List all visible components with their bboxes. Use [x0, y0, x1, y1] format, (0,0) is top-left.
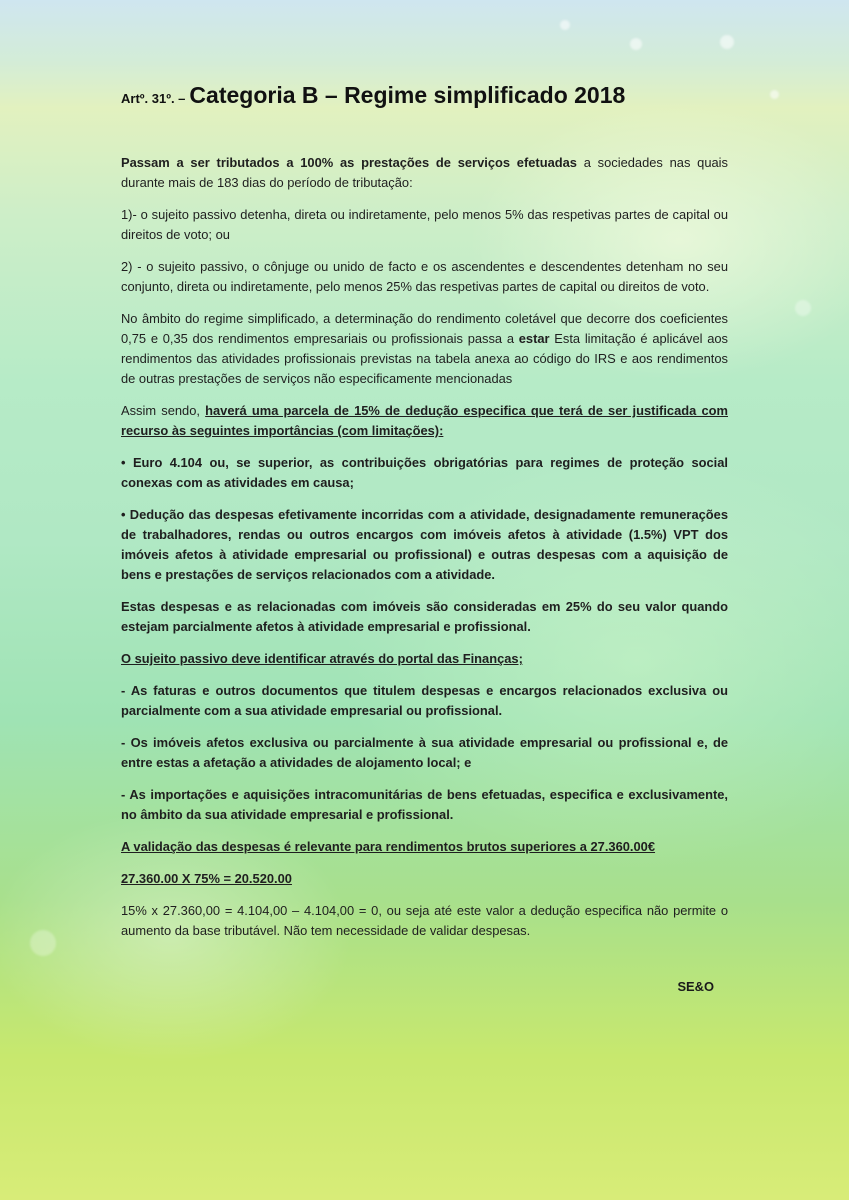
paragraph-8: Estas despesas e as relacionadas com imóveis são consideradas em 25% do seu valor quando estejam parcialmente afetos à atividade empresarial e profissional. — [121, 599, 728, 634]
article-label: Artº. 31º. – — [121, 91, 186, 106]
page-title: Categoria B – Regime simplificado 2018 — [189, 82, 626, 108]
paragraph-4 — [121, 309, 728, 389]
paragraph-6: • Euro 4.104 ou, se superior, as contribuições obrigatórias para regimes de proteção social conexas com as atividades em causa; — [121, 455, 728, 490]
paragraph-1 — [121, 153, 728, 193]
paragraph-3: 2) - o sujeito passivo, o cônjuge ou unido de facto e os ascendentes e descendentes detenham no seu conjunto, direta ou indiretamente, pelo menos 25% das respetivas partes de capital ou direitos de voto. — [121, 259, 728, 294]
paragraph-13: A validação das despesas é relevante para rendimentos brutos superiores a 27.360.00€ — [121, 839, 656, 854]
paragraph-7: • Dedução das despesas efetivamente incorridas com a atividade, designadamente remunerações de trabalhadores, rendas ou outros encargos com imóveis afetos à atividade (1.5%) VPT dos imóveis afetos à atividade empresarial ou profissional) e outras despesas com a aquisição de bens e prestações de serviços relacionados com a atividade. — [121, 507, 728, 582]
paragraph-10: - As faturas e outros documentos que titulem despesas e encargos relacionados exclusiva ou parcialmente com a sua atividade empresarial ou profissional. — [121, 683, 728, 718]
p1-bold: Passam a ser tributados a 100% as prestações de serviços efetuadas — [121, 155, 577, 170]
signature: SE&O — [677, 979, 714, 994]
p4-a: No âmbito do regime simplificado, a determinação do rendimento coletável que decorre dos coeficientes 0,75 e 0,35 dos rendimentos empresariais ou profissionais passa a — [121, 311, 728, 346]
p5-bold-underline: haverá uma parcela de 15% de dedução especifica que terá de ser justificada com recurso às seguintes importâncias (com limitações): — [121, 403, 728, 438]
bokeh-light — [720, 35, 734, 49]
p1-rest: a sociedades nas quais durante mais de 183 dias do período de tributação: — [121, 155, 728, 190]
p4-b: Esta limitação é aplicável aos rendimentos das atividades profissionais previstas na tabela anexa ao código do IRS e aos rendimentos de outras prestações de serviços não especificamente mencionadas — [121, 331, 728, 386]
bokeh-light — [30, 930, 56, 956]
bokeh-light — [560, 20, 570, 30]
paragraph-5 — [121, 401, 728, 441]
bokeh-light — [630, 38, 642, 50]
p5-a: Assim sendo, — [121, 403, 206, 418]
paragraph-15: 15% x 27.360,00 = 4.104,00 – 4.104,00 = 0, ou seja até este valor a dedução especifica não permite o aumento da base tributável. Não tem necessidade de validar despesas. — [121, 903, 728, 938]
paragraph-12: - As importações e aquisições intracomunitárias de bens efetuadas, especifica e exclusivamente, no âmbito da sua atividade empresarial e profissional. — [121, 787, 728, 822]
title-row — [121, 82, 728, 109]
paragraph-9: O sujeito passivo deve identificar através do portal das Finanças; — [121, 651, 523, 666]
bokeh-light — [795, 300, 811, 316]
paragraph-2: 1)- o sujeito passivo detenha, direta ou indiretamente, pelo menos 5% das respetivas partes de capital ou direitos de voto; ou — [121, 207, 728, 242]
paragraph-11: - Os imóveis afetos exclusiva ou parcialmente à sua atividade empresarial ou profissional e, de entre estas a afetação a atividades de alojamento local; e — [121, 735, 728, 770]
bokeh-light — [770, 90, 779, 99]
document-page — [121, 82, 728, 994]
paragraph-14: 27.360.00 X 75% = 20.520.00 — [121, 871, 292, 886]
p4-bold: estar — [518, 331, 550, 346]
